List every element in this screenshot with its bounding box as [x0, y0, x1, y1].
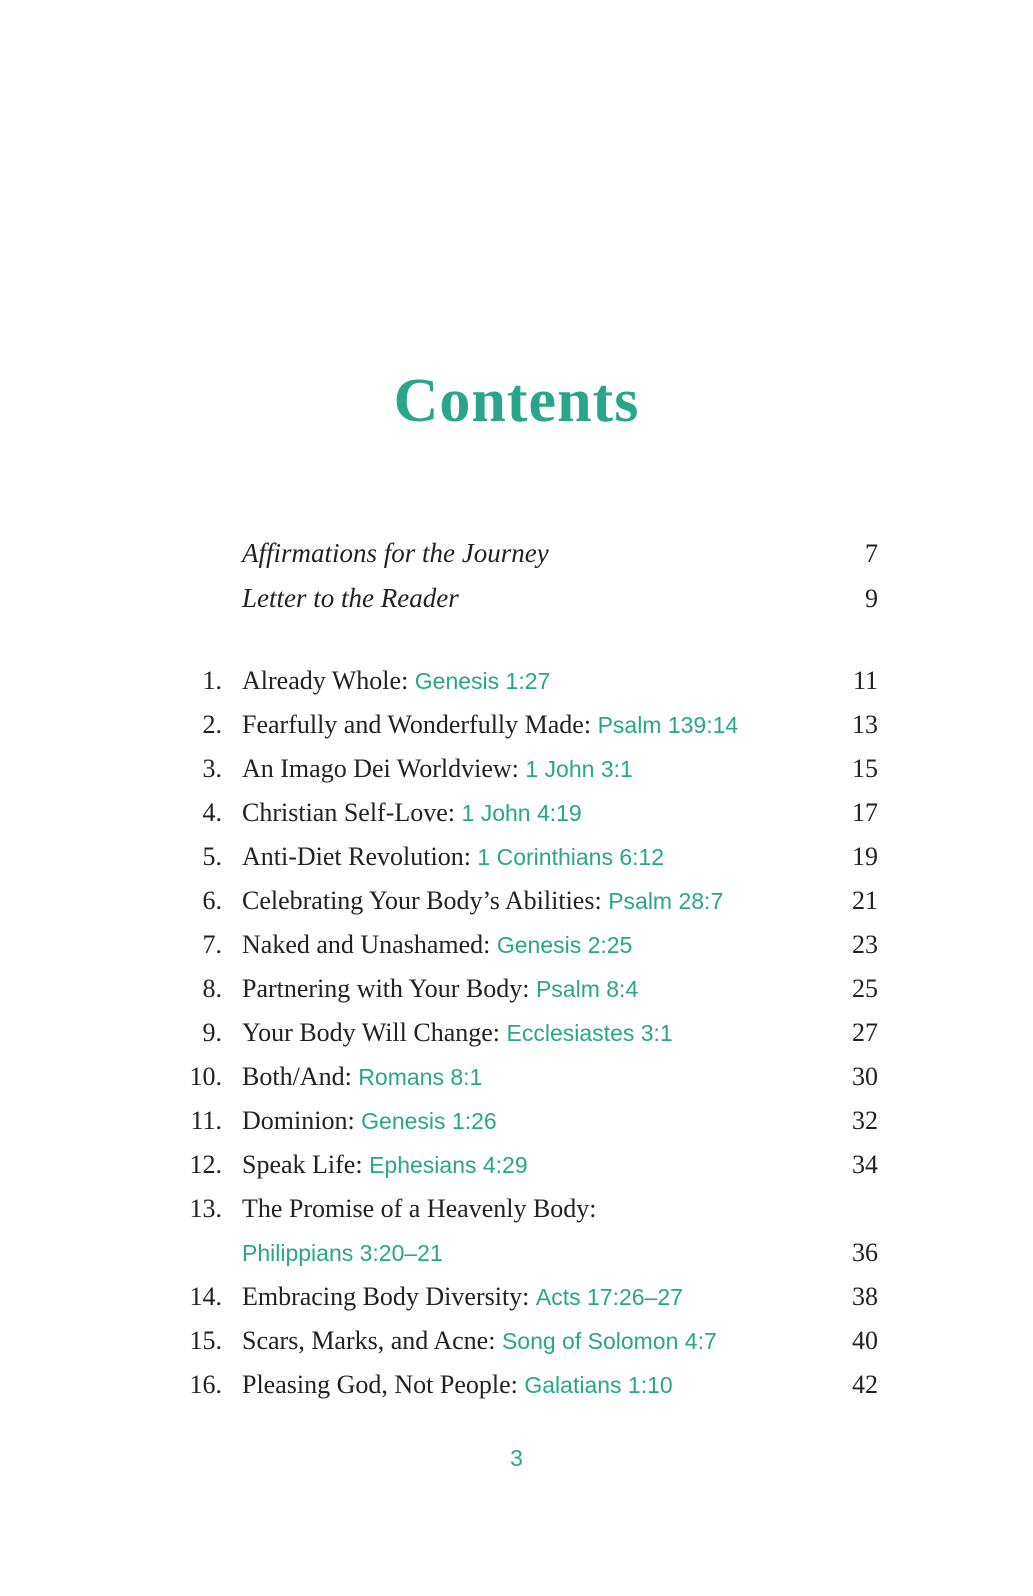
chapter-entry	[222, 1143, 826, 1187]
toc-entry-row	[170, 967, 878, 1011]
scripture-reference: Song of Solomon 4:7	[501, 1328, 717, 1354]
scripture-reference: Psalm 28:7	[608, 888, 724, 914]
chapter-entry	[222, 879, 826, 923]
chapter-page-number: 27	[852, 1018, 878, 1047]
chapter-page-number: 13	[852, 710, 878, 739]
page-title: Contents	[393, 367, 640, 435]
chapter-title: The Promise of a Heavenly Body:	[242, 1194, 597, 1223]
front-matter-page-number: 9	[865, 584, 878, 613]
chapter-title: Your Body Will Change:	[242, 1018, 501, 1047]
scripture-reference: Philippians 3:20–21	[242, 1240, 443, 1266]
scripture-reference: 1 John 3:1	[525, 756, 633, 782]
toc-entry-row	[170, 659, 878, 703]
scripture-reference: Galatians 1:10	[524, 1372, 673, 1398]
chapter-number: 4.	[202, 798, 222, 827]
chapter-page-number: 11	[852, 666, 878, 695]
table-of-contents	[170, 531, 878, 1407]
chapter-page-number: 21	[852, 886, 878, 915]
front-matter-title: Letter to the Reader	[242, 583, 459, 613]
chapter-number: 3.	[202, 754, 222, 783]
chapter-page-number: 15	[852, 754, 878, 783]
chapter-entry	[222, 1187, 826, 1275]
chapter-entry	[222, 703, 826, 747]
chapter-number: 7.	[202, 930, 222, 959]
toc-entry-row	[170, 1187, 878, 1275]
chapter-entry	[222, 791, 826, 835]
chapter-title: Embracing Body Diversity:	[242, 1282, 530, 1311]
scripture-reference: Acts 17:26–27	[535, 1284, 683, 1310]
scripture-reference: Genesis 1:27	[414, 668, 551, 694]
chapter-title: An Imago Dei Worldview:	[242, 754, 519, 783]
scripture-reference: Genesis 2:25	[496, 932, 633, 958]
scripture-reference: 1 John 4:19	[461, 800, 582, 826]
chapter-entry	[222, 1055, 826, 1099]
chapter-entry	[222, 835, 826, 879]
toc-entry-row	[170, 1363, 878, 1407]
chapter-number: 2.	[202, 710, 222, 739]
chapter-number: 15.	[189, 1326, 222, 1355]
scripture-reference: Romans 8:1	[358, 1064, 483, 1090]
chapter-entry	[222, 1099, 826, 1143]
chapter-title: Celebrating Your Body’s Abilities:	[242, 886, 602, 915]
chapter-page-number: 32	[852, 1106, 878, 1135]
chapter-number: 5.	[202, 842, 222, 871]
chapter-number: 13.	[189, 1194, 222, 1223]
chapter-page-number: 17	[852, 798, 878, 827]
toc-entry-row	[170, 879, 878, 923]
chapter-number: 1.	[202, 666, 222, 695]
chapter-page-number: 34	[852, 1150, 878, 1179]
front-matter-list	[170, 531, 878, 621]
toc-entry-row	[170, 1143, 878, 1187]
chapter-title: Dominion:	[242, 1106, 355, 1135]
chapter-entry	[222, 1275, 826, 1319]
chapter-page-number: 38	[852, 1282, 878, 1311]
chapter-number: 12.	[189, 1150, 222, 1179]
chapter-number: 10.	[189, 1062, 222, 1091]
toc-entry-row	[170, 1275, 878, 1319]
scripture-reference: Ecclesiastes 3:1	[506, 1020, 673, 1046]
chapter-page-number: 42	[852, 1370, 878, 1399]
toc-entry-row	[170, 703, 878, 747]
toc-entry-row	[170, 791, 878, 835]
chapter-page-number: 40	[852, 1326, 878, 1355]
chapter-title: Both/And:	[242, 1062, 352, 1091]
front-matter-page-number: 7	[865, 539, 878, 568]
front-matter-row	[170, 576, 878, 621]
chapter-title: Pleasing God, Not People:	[242, 1370, 518, 1399]
chapter-title: Already Whole:	[242, 666, 409, 695]
chapter-title: Partnering with Your Body:	[242, 974, 530, 1003]
chapter-title: Fearfully and Wonderfully Made:	[242, 710, 592, 739]
chapter-title: Anti-Diet Revolution:	[242, 842, 471, 871]
chapter-entry	[222, 1011, 826, 1055]
chapter-title: Speak Life:	[242, 1150, 363, 1179]
chapter-page-number: 36	[852, 1238, 878, 1267]
front-matter-title: Affirmations for the Journey	[242, 538, 549, 568]
chapter-page-number: 30	[852, 1062, 878, 1091]
chapter-page-number: 23	[852, 930, 878, 959]
scripture-reference: Ephesians 4:29	[369, 1152, 528, 1178]
chapter-number: 9.	[202, 1018, 222, 1047]
page-number-folio: 3	[510, 1445, 523, 1471]
chapter-title: Scars, Marks, and Acne:	[242, 1326, 496, 1355]
toc-entry-row	[170, 835, 878, 879]
chapter-entry	[222, 659, 826, 703]
toc-entry-row	[170, 747, 878, 791]
toc-entry-row	[170, 1055, 878, 1099]
scripture-reference: Psalm 8:4	[535, 976, 639, 1002]
scripture-reference: Psalm 139:14	[597, 712, 739, 738]
chapter-entry	[222, 1319, 826, 1363]
toc-entry-row	[170, 1319, 878, 1363]
scripture-reference: 1 Corinthians 6:12	[477, 844, 665, 870]
chapter-number: 11.	[190, 1106, 222, 1135]
front-matter-row	[170, 531, 878, 576]
toc-entry-row	[170, 1011, 878, 1055]
toc-entry-row	[170, 923, 878, 967]
chapter-entry	[222, 967, 826, 1011]
chapter-entry	[222, 1363, 826, 1407]
chapter-title: Christian Self-Love:	[242, 798, 456, 827]
chapter-list	[170, 659, 878, 1407]
chapter-number: 6.	[202, 886, 222, 915]
chapter-number: 8.	[202, 974, 222, 1003]
chapter-entry	[222, 923, 826, 967]
chapter-page-number: 19	[852, 842, 878, 871]
chapter-number: 14.	[189, 1282, 222, 1311]
chapter-page-number: 25	[852, 974, 878, 1003]
chapter-entry	[222, 747, 826, 791]
scripture-reference: Genesis 1:26	[361, 1108, 497, 1134]
chapter-number: 16.	[189, 1370, 222, 1399]
chapter-title: Naked and Unashamed:	[242, 930, 491, 959]
toc-entry-row	[170, 1099, 878, 1143]
